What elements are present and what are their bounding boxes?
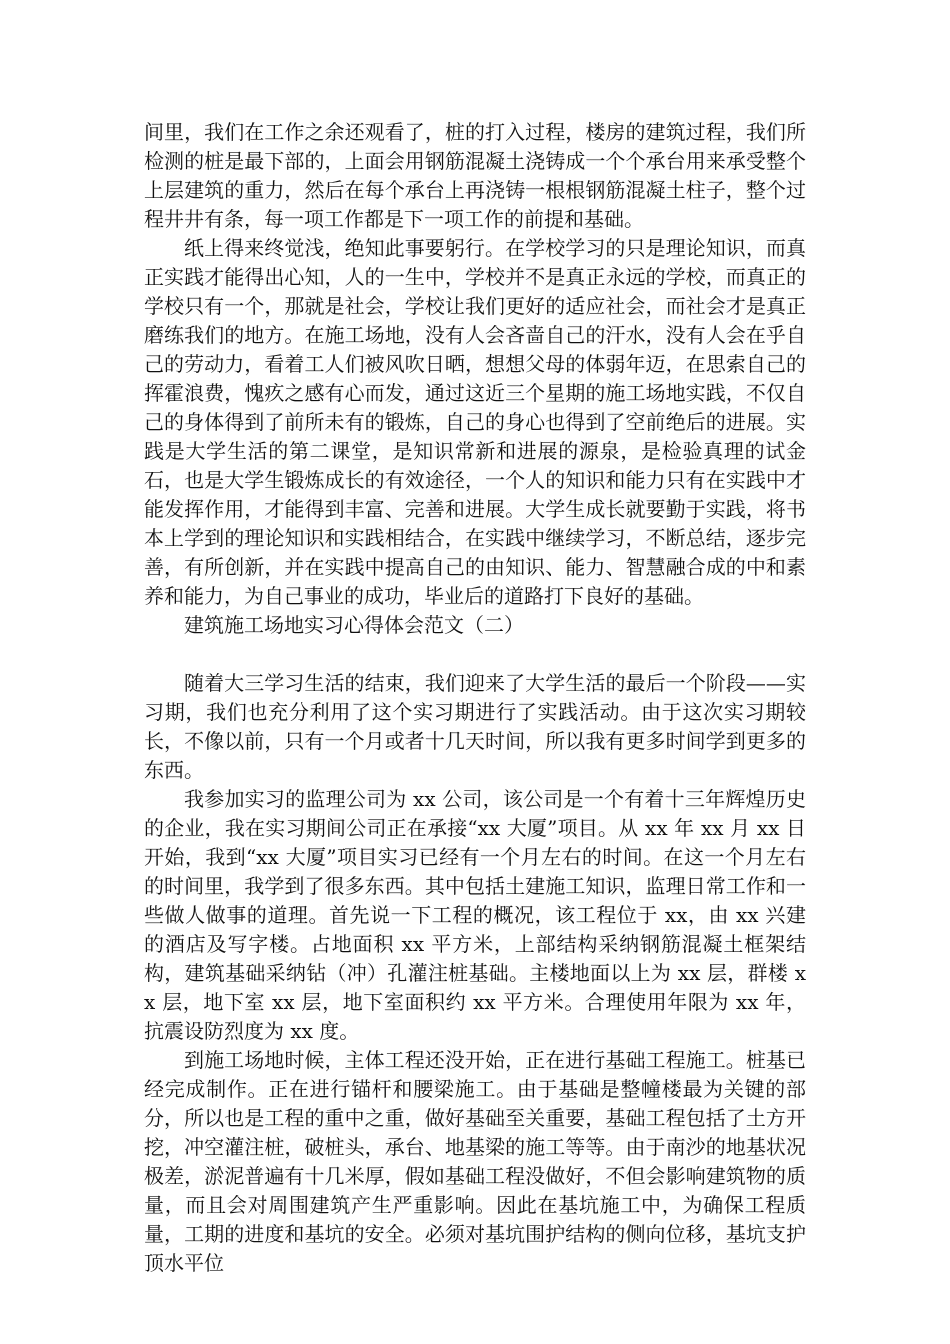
section-heading: 建筑施工场地实习心得体会范文（二） <box>184 613 524 637</box>
paragraph-1: 间里，我们在工作之余还观看了，桩的打入过程，楼房的建筑过程，我们所检测的桩是最下部的，上面会用钢筋混凝土浇铸成一个个承台用来承受整个上层建筑的重力，然后在每个承台上再浇铸一根根钢筋混凝土柱子，整个过程井井有条，每一项工作都是下一项工作的前提和基础。 <box>144 120 806 231</box>
paragraph-5: 到施工场地时候，主体工程还没开始，正在进行基础工程施工。桩基已经完成制作。正在进行锚杆和腰梁施工。由于基础是整幢楼最为关键的部分，所以也是工程的重中之重，做好基础至关重要，基础工程包括了土方开挖，冲空灌注桩，破桩头，承台、地基梁的施工等等。由于南沙的地基状况极差，淤泥普遍有十几米厚，假如基础工程没做好，不但会影响建筑物的质量，而且会对周围建筑产生严重影响。因此在基坑施工中，为确保工程质量，工期的进度和基坑的安全。必须对基坑围护结构的侧向位移，基坑支护顶水平位 <box>144 1048 806 1275</box>
paragraph-3: 随着大三学习生活的结束，我们迎来了大学生活的最后一个阶段——实习期，我们也充分利用了这个实习期进行了实践活动。由于这次实习期较长，不像以前，只有一个月或者十几天时间，所以我有更多时间学到更多的东西。 <box>144 671 806 782</box>
paragraph-2: 纸上得来终觉浅，绝知此事要躬行。在学校学习的只是理论知识，而真正实践才能得出心知，人的一生中，学校并不是真正永远的学校，而真正的学校只有一个，那就是社会，学校让我们更好的适应社会，而社会才是真正磨练我们的地方。在施工场地，没有人会吝啬自己的汗水，没有人会在乎自己的劳动力，看着工人们被风吹日晒，想想父母的体弱年迈，在思索自己的挥霍浪费，愧疚之感有心而发，通过这近三个星期的施工场地实践，不仅自己的身体得到了前所未有的锻炼，自己的身心也得到了空前绝后的进展。实践是大学生活的第二课堂，是知识常新和进展的源泉，是检验真理的试金石，也是大学生锻炼成长的有效途径，一个人的知识和能力只有在实践中才能发挥作用，才能得到丰富、完善和进展。大学生成长就要勤于实践，将书本上学到的理论知识和实践相结合，在实践中继续学习，不断总结，逐步完善，有所创新，并在实践中提高自己的由知识、能力、智慧融合成的中和素养和能力，为自己事业的成功，毕业后的道路打下良好的基础。 <box>144 236 806 608</box>
document-page <box>144 118 806 1278</box>
paragraph-4: 我参加实习的监理公司为 xx 公司，该公司是一个有着十三年辉煌历史的企业，我在实习期间公司正在承接“xx 大厦”项目。从 xx 年 xx 月 xx 日开始，我到“xx 大厦”项目实习已经有一个月左右的时间。在这一个月左右的时间里，我学到了很多东西。其中包括土建施工知识，监理日常工作和一些做人做事的道理。首先说一下工程的概况，该工程位于 xx，由 xx 兴建的酒店及写字楼。占地面积 xx 平方米，上部结构采纳钢筋混凝土框架结构，建筑基础采纳钻（冲）孔灌注桩基础。主楼地面以上为 xx 层，群楼 xx 层，地下室 xx 层，地下室面积约 xx 平方米。合理使用年限为 xx 年，抗震设防烈度为 xx 度。 <box>144 787 806 1043</box>
blank-line <box>144 640 806 669</box>
